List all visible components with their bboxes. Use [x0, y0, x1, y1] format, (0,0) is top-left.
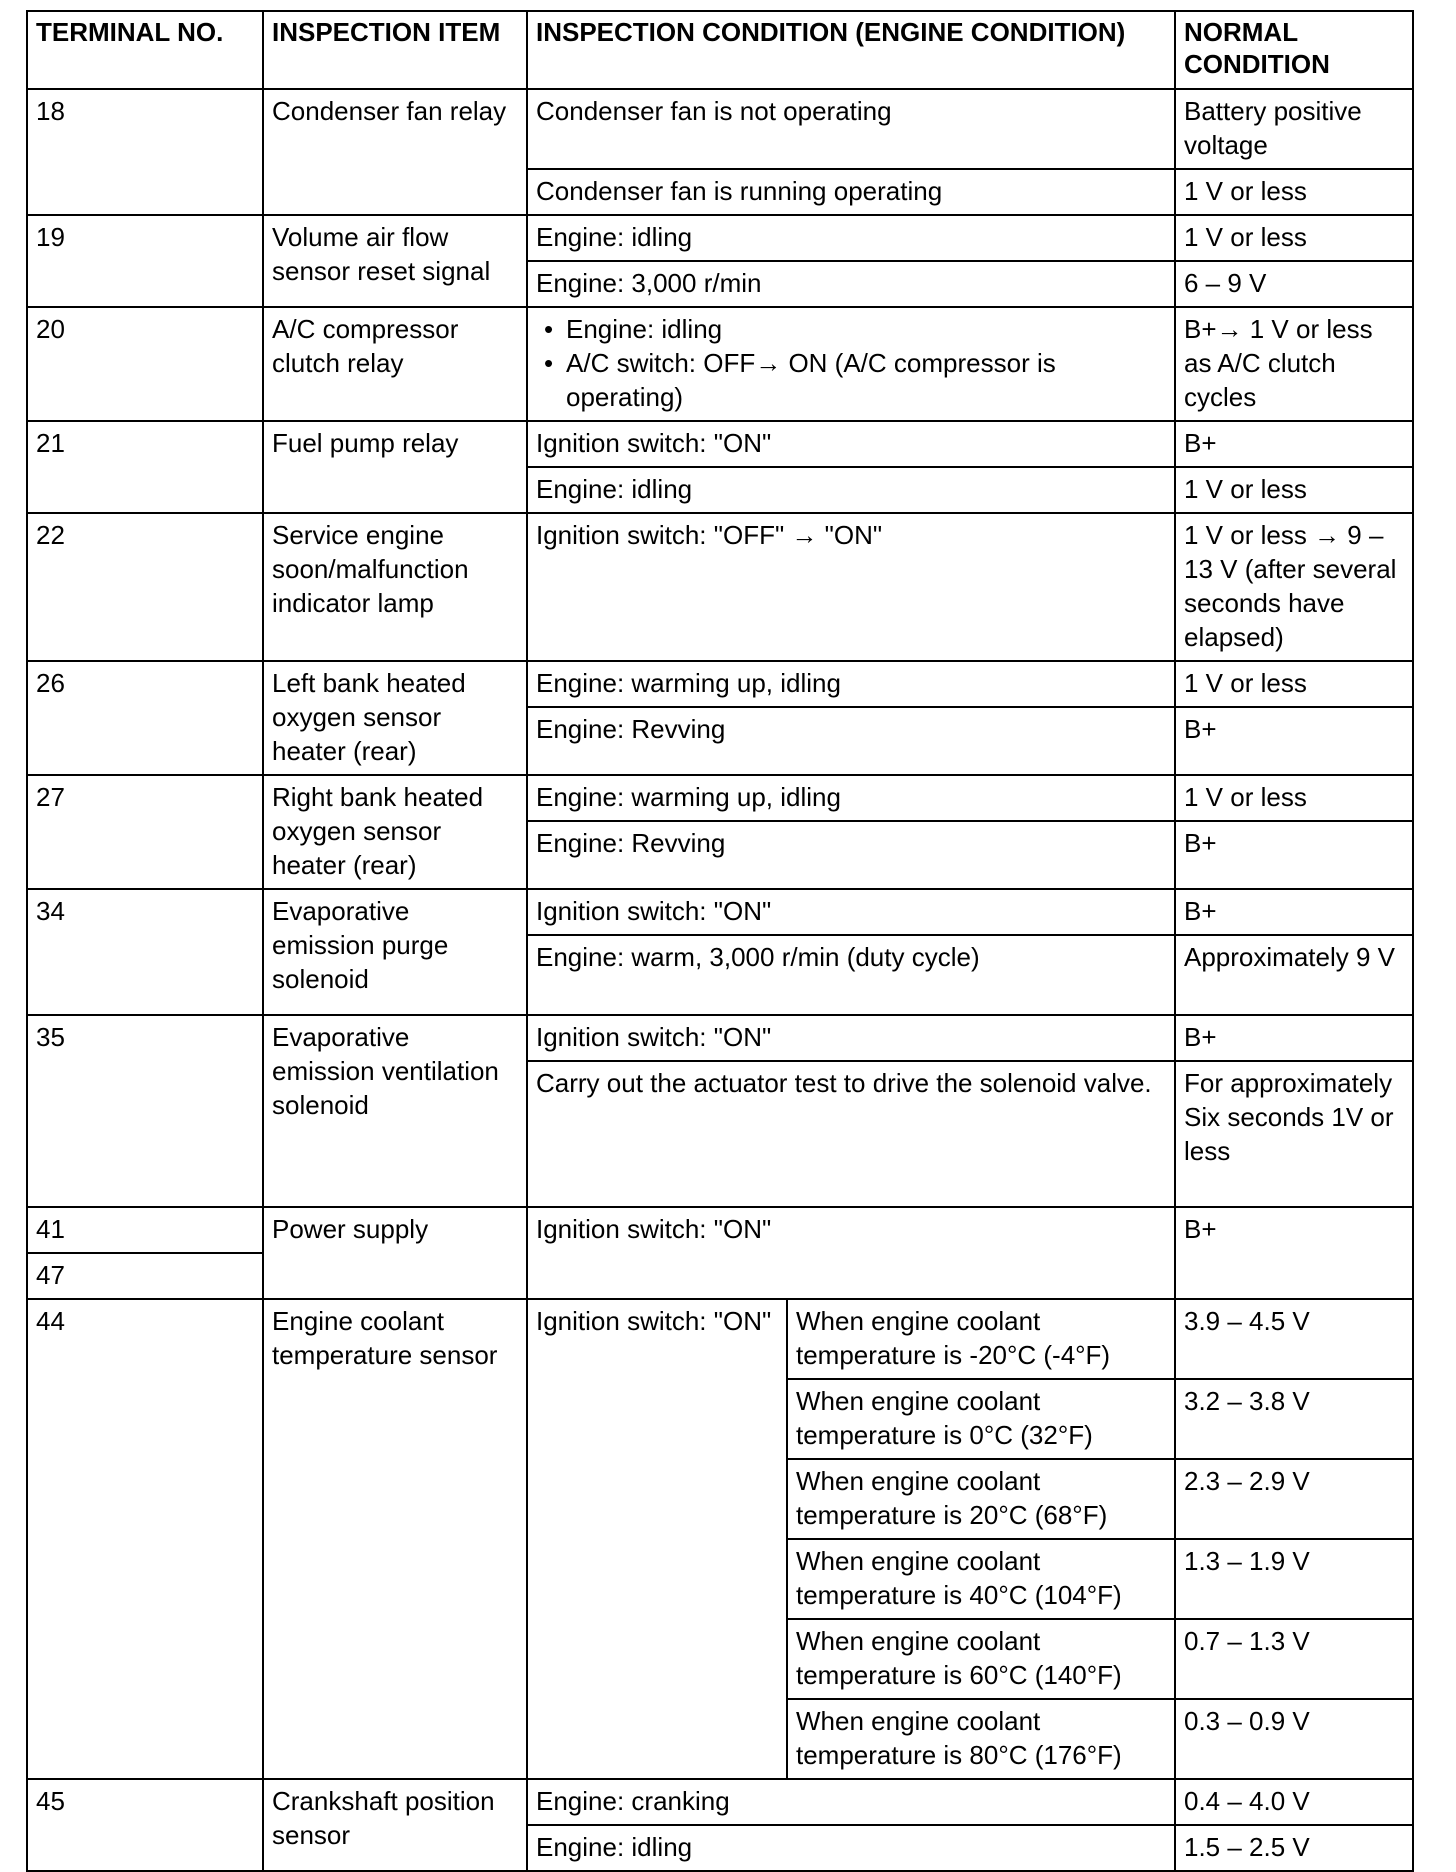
table-row	[27, 661, 1413, 707]
condition-cell: Carry out the actuator test to drive the solenoid valve.	[527, 1061, 1175, 1207]
normal-condition-cell: B+	[1175, 1207, 1413, 1299]
inspection-item-cell: Crankshaft position sensor	[263, 1779, 527, 1871]
normal-condition-cell: 1 V or less	[1175, 775, 1413, 821]
condition-cell: Engine: idling	[527, 1825, 1175, 1871]
normal-condition-cell: 1 V or less	[1175, 661, 1413, 707]
condition-cell: Ignition switch: "ON"	[527, 1299, 787, 1779]
inspection-item-cell: Service engine soon/malfunction indicator lamp	[263, 513, 527, 661]
normal-condition-cell: 1 V or less → 9 – 13 V (after several seconds have elapsed)	[1175, 513, 1413, 661]
normal-condition-cell: B+	[1175, 707, 1413, 775]
header-row	[27, 11, 1413, 89]
inspection-item-cell: Right bank heated oxygen sensor heater (rear)	[263, 775, 527, 889]
table-row	[27, 1207, 1413, 1253]
condition-cell: Ignition switch: "OFF" → "ON"	[527, 513, 1175, 661]
terminal-no-cell: 27	[27, 775, 263, 889]
condition-bullet: • A/C switch: OFF→ ON (A/C compressor is operating)	[536, 346, 1166, 414]
terminal-no-cell: 19	[27, 215, 263, 307]
condition-cell: Engine: cranking	[527, 1779, 1175, 1825]
normal-condition-cell: 0.3 – 0.9 V	[1175, 1699, 1413, 1779]
normal-condition-cell: B+	[1175, 421, 1413, 467]
condition-cell: Engine: idling	[527, 467, 1175, 513]
normal-condition-cell: B+	[1175, 889, 1413, 935]
condition-cell: Engine: Revving	[527, 821, 1175, 889]
inspection-item-cell: Power supply	[263, 1207, 527, 1299]
terminal-inspection-table	[26, 10, 1414, 1872]
condition-cell: Ignition switch: "ON"	[527, 1207, 1175, 1299]
header-normal-condition: NORMAL CONDITION	[1175, 11, 1413, 89]
table-row	[27, 307, 1413, 421]
normal-condition-cell: 1.3 – 1.9 V	[1175, 1539, 1413, 1619]
condition-cell: Ignition switch: "ON"	[527, 421, 1175, 467]
header-inspection-condition: INSPECTION CONDITION (ENGINE CONDITION)	[527, 11, 1175, 89]
inspection-item-cell: Evaporative emission purge solenoid	[263, 889, 527, 1015]
condition-cell: Ignition switch: "ON"	[527, 889, 1175, 935]
condition-cell: Engine: warming up, idling	[527, 661, 1175, 707]
terminal-no-cell: 20	[27, 307, 263, 421]
condition-cell: Condenser fan is not operating	[527, 89, 1175, 169]
terminal-no-cell: 41	[27, 1207, 263, 1253]
table-row	[27, 421, 1413, 467]
table-row	[27, 889, 1413, 935]
normal-condition-cell: 6 – 9 V	[1175, 261, 1413, 307]
normal-condition-cell: B+	[1175, 1015, 1413, 1061]
condition-cell: Engine: idling	[527, 215, 1175, 261]
normal-condition-cell: Approximately 9 V	[1175, 935, 1413, 1015]
normal-condition-cell: 0.7 – 1.3 V	[1175, 1619, 1413, 1699]
sub-condition-cell: When engine coolant temperature is -20°C (-4°F)	[787, 1299, 1175, 1379]
inspection-item-cell: Left bank heated oxygen sensor heater (rear)	[263, 661, 527, 775]
header-inspection-item: INSPECTION ITEM	[263, 11, 527, 89]
table-row	[27, 775, 1413, 821]
normal-condition-cell: B+→ 1 V or less as A/C clutch cycles	[1175, 307, 1413, 421]
normal-condition-cell: Battery positive voltage	[1175, 89, 1413, 169]
normal-condition-cell: 3.2 – 3.8 V	[1175, 1379, 1413, 1459]
condition-cell: Ignition switch: "ON"	[527, 1015, 1175, 1061]
condition-cell: Engine: warming up, idling	[527, 775, 1175, 821]
condition-cell	[527, 307, 1175, 421]
normal-condition-cell: For approximately Six seconds 1V or less	[1175, 1061, 1413, 1207]
inspection-item-cell: Fuel pump relay	[263, 421, 527, 513]
normal-condition-cell: 1 V or less	[1175, 169, 1413, 215]
condition-cell: Engine: warm, 3,000 r/min (duty cycle)	[527, 935, 1175, 1015]
terminal-no-cell: 21	[27, 421, 263, 513]
normal-condition-cell: 1.5 – 2.5 V	[1175, 1825, 1413, 1871]
condition-cell: Condenser fan is running operating	[527, 169, 1175, 215]
normal-condition-cell: 3.9 – 4.5 V	[1175, 1299, 1413, 1379]
sub-condition-cell: When engine coolant temperature is 0°C (32°F)	[787, 1379, 1175, 1459]
sub-condition-cell: When engine coolant temperature is 80°C (176°F)	[787, 1699, 1175, 1779]
normal-condition-cell: 0.4 – 4.0 V	[1175, 1779, 1413, 1825]
terminal-no-cell: 45	[27, 1779, 263, 1871]
inspection-item-cell: Volume air flow sensor reset signal	[263, 215, 527, 307]
terminal-no-cell: 18	[27, 89, 263, 215]
table-row	[27, 1299, 1413, 1379]
sub-condition-cell: When engine coolant temperature is 40°C (104°F)	[787, 1539, 1175, 1619]
table-row	[27, 513, 1413, 661]
normal-condition-cell: 1 V or less	[1175, 467, 1413, 513]
table-row	[27, 89, 1413, 169]
condition-cell: Engine: Revving	[527, 707, 1175, 775]
terminal-no-cell: 22	[27, 513, 263, 661]
terminal-no-cell: 34	[27, 889, 263, 1015]
table-row	[27, 215, 1413, 261]
terminal-no-cell: 26	[27, 661, 263, 775]
table-row	[27, 1015, 1413, 1061]
condition-bullet: • Engine: idling	[536, 312, 1166, 346]
condition-bullet-list	[536, 312, 1166, 414]
sub-condition-cell: When engine coolant temperature is 60°C (140°F)	[787, 1619, 1175, 1699]
terminal-no-cell: 47	[27, 1253, 263, 1299]
inspection-item-cell: Condenser fan relay	[263, 89, 527, 215]
header-terminal-no: TERMINAL NO.	[27, 11, 263, 89]
terminal-no-cell: 35	[27, 1015, 263, 1207]
terminal-no-cell: 44	[27, 1299, 263, 1779]
inspection-item-cell: Evaporative emission ventilation solenoid	[263, 1015, 527, 1207]
normal-condition-cell: B+	[1175, 821, 1413, 889]
inspection-item-cell: A/C compressor clutch relay	[263, 307, 527, 421]
normal-condition-cell: 1 V or less	[1175, 215, 1413, 261]
sub-condition-cell: When engine coolant temperature is 20°C (68°F)	[787, 1459, 1175, 1539]
table-row	[27, 1779, 1413, 1825]
normal-condition-cell: 2.3 – 2.9 V	[1175, 1459, 1413, 1539]
condition-cell: Engine: 3,000 r/min	[527, 261, 1175, 307]
inspection-item-cell: Engine coolant temperature sensor	[263, 1299, 527, 1779]
